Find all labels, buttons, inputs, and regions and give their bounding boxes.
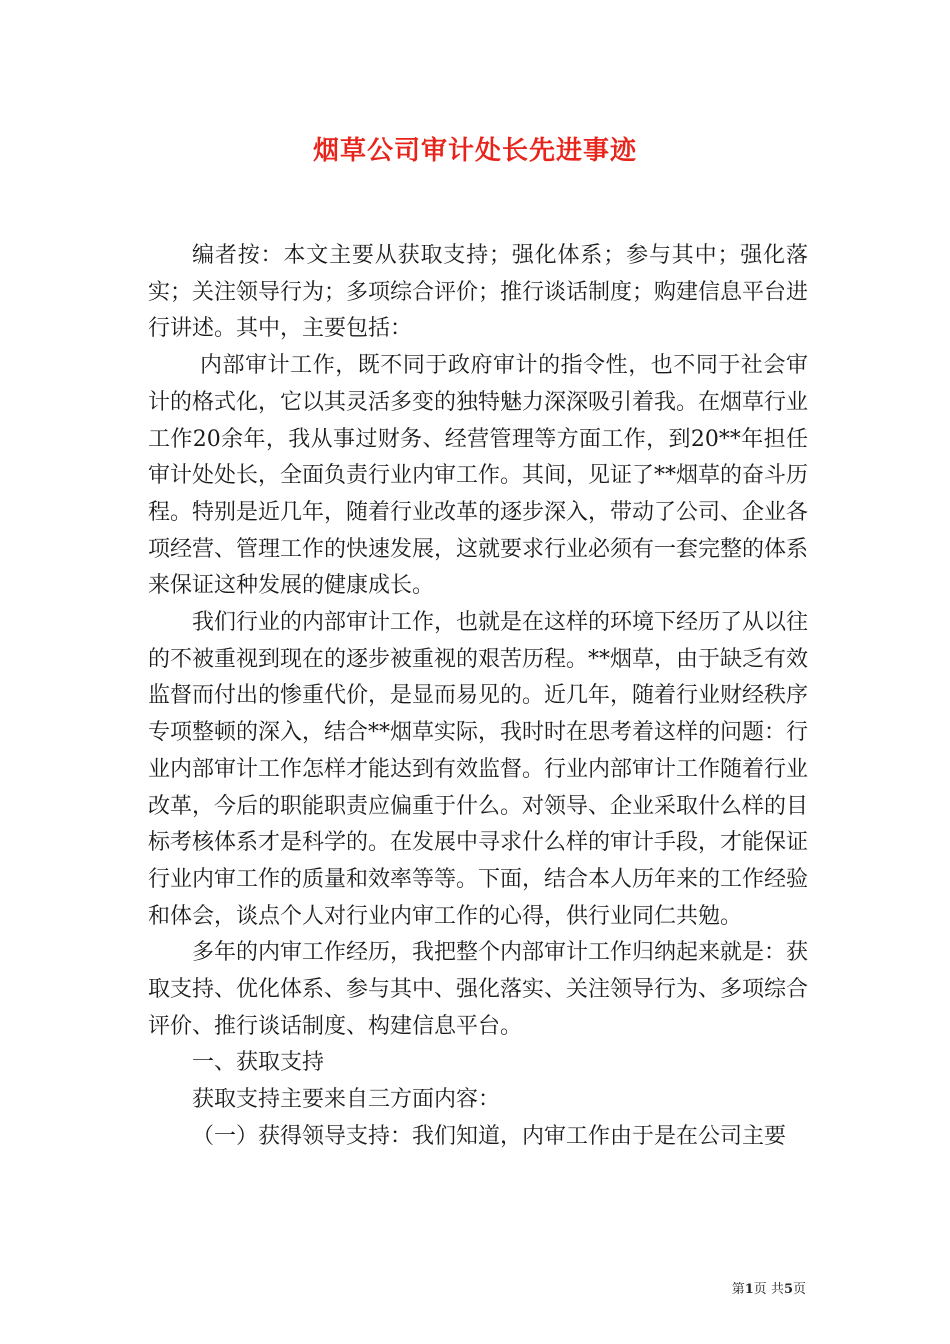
document-title: 烟草公司审计处长先进事迹	[312, 136, 637, 166]
footer-suffix: 页	[792, 1282, 806, 1297]
body-paragraph: 内部审计工作，既不同于政府审计的指令性，也不同于社会审计的格式化，它以其灵活多变的独特魅力深深吸引着我。在烟草行业工作20余年，我从事过财务、经营管理等方面工作，到20**年担任审计处处长，全面负责行业内审工作。其间，见证了**烟草的奋斗历程。特别是近几年，随着行业改革的逐步深入，带动了公司、企业各项经营、管理工作的快速发展，这就要求行业必须有一套完整的体系来保证这种发展的健康成长。	[148, 353, 809, 599]
section-heading: 一、获取支持	[192, 1050, 325, 1076]
body-paragraph: 获取支持主要来自三方面内容：	[192, 1087, 501, 1113]
document-body	[148, 238, 808, 1156]
body-paragraph: 我们行业的内部审计工作，也就是在这样的环境下经历了从以往的不被重视到现在的逐步被重视的艰苦历程。**烟草，由于缺乏有效监督而付出的惨重代价，是显而易见的。近几年，随着行业财经秩序专项整顿的深入，结合**烟草实际，我时时在思考着这样的问题：行业内部审计工作怎样才能达到有效监督。行业内部审计工作随着行业改革，今后的职能职责应偏重于什么。对领导、企业采取什么样的目标考核体系才是科学的。在发展中寻求什么样的审计手段，才能保证行业内审工作的质量和效率等等。下面，结合本人历年来的工作经验和体会，谈点个人对行业内审工作的心得，供行业同仁共勉。	[148, 610, 809, 929]
footer-prefix: 第	[731, 1282, 745, 1297]
editor-note-paragraph: 编者按：本文主要从获取支持；强化体系；参与其中；强化落实；关注领导行为；多项综合评价；推行谈话制度；购建信息平台进行讲述。其中，主要包括：	[148, 243, 809, 342]
current-page-number: 1	[744, 1282, 754, 1297]
page-footer	[0, 1278, 806, 1297]
footer-middle: 页 共	[753, 1282, 784, 1297]
total-pages-number: 5	[783, 1282, 793, 1297]
body-paragraph: 多年的内审工作经历，我把整个内部审计工作归纳起来就是：获取支持、优化体系、参与其中、强化落实、关注领导行为、多项综合评价、推行谈话制度、构建信息平台。	[148, 940, 809, 1039]
subsection-paragraph: （一）获得领导支持：我们知道，内审工作由于是在公司主要	[192, 1123, 787, 1149]
